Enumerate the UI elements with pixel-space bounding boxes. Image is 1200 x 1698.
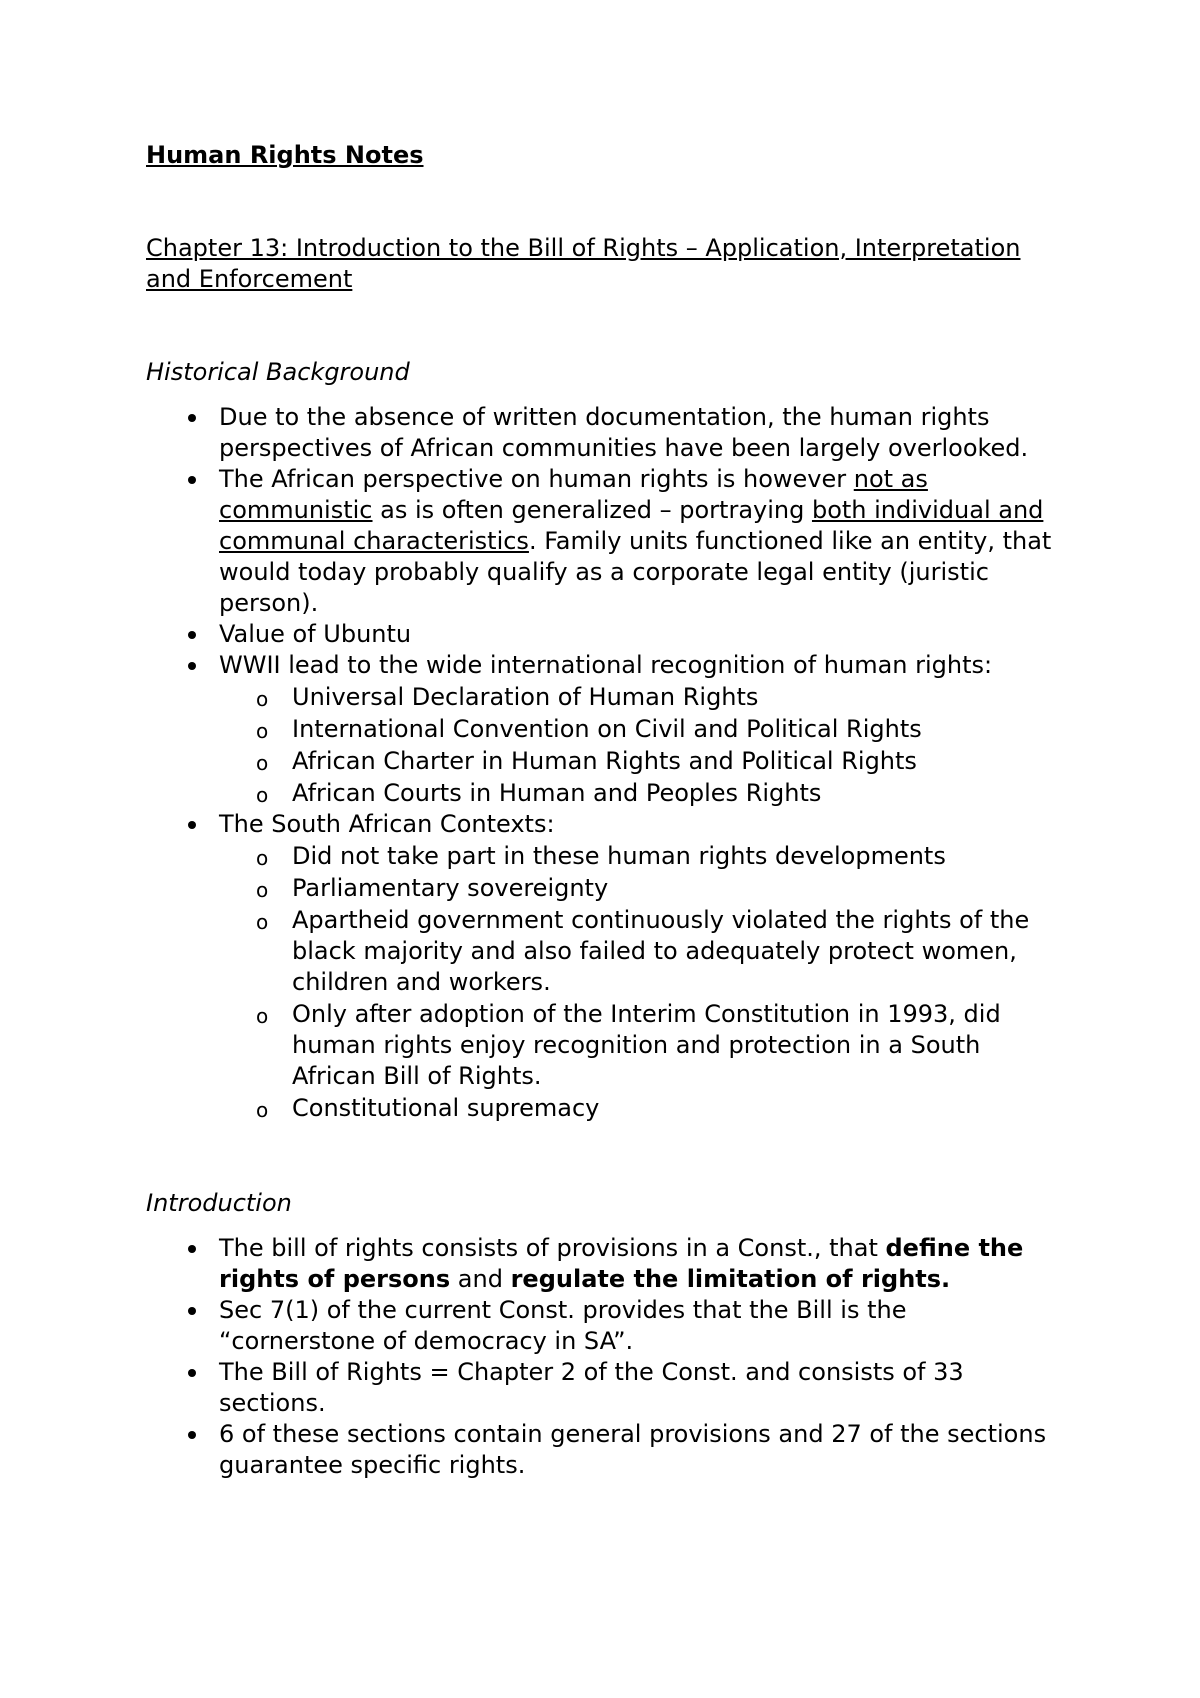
bullet-icon <box>188 1245 196 1253</box>
bullet-icon <box>188 821 196 829</box>
list-item-text: The African perspective on human rights is however <box>219 465 854 493</box>
sub-list-item <box>219 841 1066 872</box>
list-item-text: Sec 7(1) of the current Const. provides that the Bill is the “cornerstone of democracy in SA”. <box>219 1296 907 1355</box>
bullet-icon <box>188 1369 196 1377</box>
page-title: Human Rights Notes <box>146 141 424 169</box>
list-item-text: as is often generalized – portraying <box>372 496 812 524</box>
sub-list-item <box>219 778 1066 809</box>
list-item-text: The bill of rights consists of provisions in a Const., that <box>219 1234 886 1262</box>
chapter-heading: Chapter 13: Introduction to the Bill of Rights – Application, Interpretation and Enforcement <box>146 234 1021 293</box>
list-item <box>146 650 1066 809</box>
circle-bullet-icon: o <box>256 878 269 902</box>
introduction-list <box>146 1233 1066 1481</box>
sub-list-item <box>219 1093 1066 1124</box>
underlined-text: both individual and communal characteristics <box>219 496 1044 555</box>
list-item-text: . Family units functioned like an entity, that would today probably qualify as a corporate legal entity (juristic person). <box>219 527 1052 617</box>
historical-list <box>146 402 1066 1124</box>
sub-list <box>219 682 1066 809</box>
list-item <box>146 1295 1066 1357</box>
bold-text: regulate the limitation of rights. <box>510 1265 951 1293</box>
sub-list-item <box>219 746 1066 777</box>
list-item <box>146 464 1066 619</box>
sub-list-item-text: Parliamentary sovereignty <box>292 874 609 902</box>
section-heading-historical: Historical Background <box>146 358 410 386</box>
section-heading-introduction: Introduction <box>146 1189 292 1217</box>
sub-list-item <box>219 999 1066 1092</box>
bullet-icon <box>188 631 196 639</box>
sub-list-item-text: Only after adoption of the Interim Constitution in 1993, did human rights enjoy recognition and protection in a South African Bill of Rights. <box>292 1000 1001 1090</box>
list-item <box>146 1233 1066 1295</box>
sub-list-item <box>219 905 1066 998</box>
list-item <box>146 402 1066 464</box>
list-item-text: 6 of these sections contain general provisions and 27 of the sections guarantee specific rights. <box>219 1420 1047 1479</box>
list-item <box>146 809 1066 1124</box>
circle-bullet-icon: o <box>256 1098 269 1122</box>
list-item <box>146 1357 1066 1419</box>
sub-list-item <box>219 714 1066 745</box>
sub-list-item-text: Did not take part in these human rights developments <box>292 842 946 870</box>
sub-list-item <box>219 873 1066 904</box>
sub-list-item-text: Universal Declaration of Human Rights <box>292 683 759 711</box>
list-item-text: Value of Ubuntu <box>219 620 412 648</box>
circle-bullet-icon: o <box>256 1004 269 1028</box>
sub-list <box>219 841 1066 1124</box>
document-body <box>146 140 1066 1481</box>
sub-list-item <box>219 682 1066 713</box>
bullet-icon <box>188 1431 196 1439</box>
sub-list-item-text: Constitutional supremacy <box>292 1094 600 1122</box>
sub-list-item-text: African Charter in Human Rights and Political Rights <box>292 747 917 775</box>
circle-bullet-icon: o <box>256 687 269 711</box>
circle-bullet-icon: o <box>256 846 269 870</box>
underlined-text: not as communistic <box>219 465 928 524</box>
circle-bullet-icon: o <box>256 910 269 934</box>
bullet-icon <box>188 662 196 670</box>
bold-text: define the rights of persons <box>219 1234 1024 1293</box>
circle-bullet-icon: o <box>256 751 269 775</box>
sub-list-item-text: Apartheid government continuously violated the rights of the black majority and also failed to adequately protect women, children and workers. <box>292 906 1030 996</box>
circle-bullet-icon: o <box>256 719 269 743</box>
bullet-icon <box>188 414 196 422</box>
list-item-text: Due to the absence of written documentation, the human rights perspectives of African communities have been largely overlooked. <box>219 403 1029 462</box>
bullet-icon <box>188 1307 196 1315</box>
sub-list-item-text: African Courts in Human and Peoples Rights <box>292 779 822 807</box>
circle-bullet-icon: o <box>256 783 269 807</box>
list-item <box>146 1419 1066 1481</box>
bullet-icon <box>188 476 196 484</box>
list-item-text: and <box>450 1265 511 1293</box>
list-item-text: The Bill of Rights = Chapter 2 of the Const. and consists of 33 sections. <box>219 1358 964 1417</box>
list-item <box>146 619 1066 650</box>
sub-list-item-text: International Convention on Civil and Political Rights <box>292 715 922 743</box>
list-item-text: WWII lead to the wide international recognition of human rights: <box>219 651 993 679</box>
list-item-text: The South African Contexts: <box>219 810 555 838</box>
